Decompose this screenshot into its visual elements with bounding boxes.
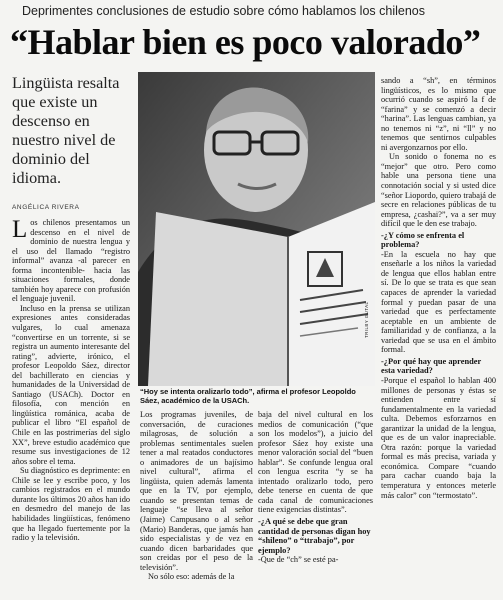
portrait-photo	[138, 72, 375, 386]
interview-question: -¿Y cómo se enfrenta el problema?	[381, 230, 465, 250]
byline: ANGÉLICA RIVERA	[12, 204, 80, 211]
paragraph	[12, 218, 130, 304]
headline: “Hablar bien es poco valorado”	[10, 22, 481, 62]
paragraph: Un sonido o fonema no es “mejor” que otro. Pero como hable una persona tiene una connotación social y si usted dice “señor Liopordo, quiero trabajá de secre en relaciones públicas de tu empresa, ¿cashai?”, va a ser muy difícil que le den ese trabajo.	[381, 152, 496, 229]
paragraph: Los programas juveniles, de conversación, de curaciones milagrosas, de solución a problemas sentimentales suelen tener a mal reatados conductores o animadores de un bajísimo nivel cultural”, afirma el lingüista, quien además lamenta que en la TV, por ejemplo, cuando se presentan temas de lenguaje “se lleva al señor (Jaime) Campusano o al señor (Mario) Banderas, que jamás han sido especialistas y de vez en cuando dicen barbaridades que son creidas por el peso de la televisión”.	[140, 410, 253, 572]
paragraph: -Porque el español lo hablan 400 millones de personas y éstas se entienden entre sí fundamentalmente en la variedad culta. Debemos esforzarnos en garantizar la unidad de la lengua, que es de un valor inapreciable. Otra razón: porque la variedad formal es más precisa, variada y económica. Compare “cuando para cachar cuando baja la temperatura y entonces meterle más calor” con “termostato”.	[381, 375, 496, 500]
paragraph: No sólo eso: además de la	[148, 572, 235, 582]
article-column-4	[381, 76, 496, 500]
kicker: Deprimentes conclusiones de estudio sobre cómo hablamos los chilenos	[22, 4, 425, 18]
photo-credit: TRILBY GUTAL	[364, 301, 369, 338]
article-column-2	[140, 410, 253, 582]
article-column-3	[258, 410, 373, 565]
paragraph: -En la escuela no hay que enseñarle a los niños la variedad de lengua que ellos hablan entre sí. De lo que se trata es que sean capaces de aprender la variedad formal y puedan pasar de una variedad que es perfectamente aceptable en un ambiente de familiaridad y de confianza, a la variedad que se usa en el ámbito formal.	[381, 249, 496, 355]
paragraph: Incluso en la prensa se utilizan expresiones antes consideradas vulgares, lo cual amenaza “convertirse en un torrente, si se registra un aumento interesante del rating”, advierte, irónico, el profesor Leopoldo Sáez, director del bachillerato en ciencias y humanidades de la Universidad de Santiago (USACh). Doctor en filosofía, con mención en lingüística románica, acaba de publicar el libro “El español de Chile en las postrimerías del siglo XX”, breve estudio académico que resume sus investigaciones de 12 años sobre el tema.	[12, 303, 130, 466]
portrait-photo-icon	[138, 72, 375, 386]
paragraph: Su diagnóstico es deprimente: en Chile se lee y escribe poco, y los cambios registrados en el mundo durante los últimos 20 años han ido en desmedro del manejo de las habilidades lingüísticas, fenómeno que ha llegado fuertemente por la radio y la televisión.	[12, 466, 130, 543]
deck: Lingüista resalta que existe un descenso en nuestro nivel de dominio del idioma.	[12, 74, 120, 187]
drop-cap: L	[12, 216, 28, 243]
interview-question: -¿A qué se debe que gran cantidad de personas digan hoy “shileno” o “ttrabajo”, por ejemplo?	[258, 517, 371, 555]
paragraph: -Que de “ch” se esté pa-	[258, 555, 339, 565]
photo-caption: “Hoy se intenta oralizarlo todo”, afirma el profesor Leopoldo Sáez, académico de la USACh.	[140, 387, 356, 405]
interview-question: -¿Por qué hay que aprender esta variedad?	[381, 356, 482, 376]
paragraph-text: os chilenos presentamos un descenso en el nivel de dominio de nuestra lengua y el uso del llamado “registro informal” avanza -al parecer en forma incontenible- hacia las situaciones formales, donde también hoy aparece con profusión el lenguaje juvenil.	[12, 218, 130, 304]
paragraph: sando a “sh”, en términos lingüísticos, es lo mismo que ocurrió cuando se aspiró la f de “farina” y se comenzó a decir “harina”. Las lenguas cambian, ya no tenemos ni “z”, ni “ll” y no tenemos que sentirnos culpables ni avergonzarnos por ello.	[381, 76, 496, 152]
paragraph: baja del nivel cultural en los medios de comunicación (“que son los modelos”), a juicio del profesor Sáez hoy existe una menor valoración social del “buen hablar”. Se confunde lengua oral con lengua escrita “y se ha intentado oralizarlo todo, pero debe tenerse en cuenta de que cada canal de comunicaciones tiene exigencias distintas”.	[258, 410, 373, 515]
article-column-1	[12, 218, 130, 543]
